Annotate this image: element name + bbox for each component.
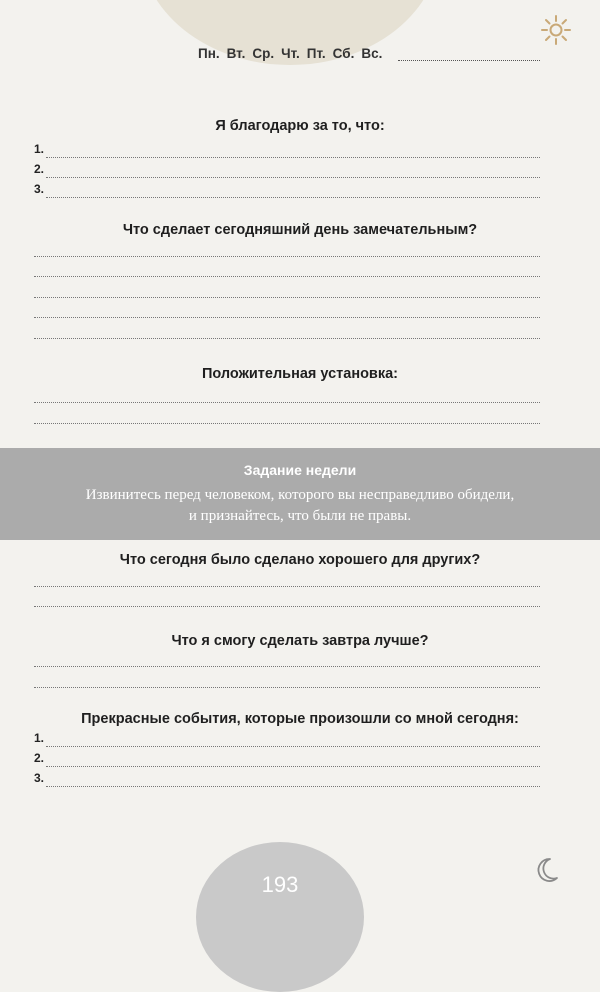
- good-for-others-heading: Что сегодня было сделано хорошего для других?: [119, 552, 481, 568]
- task-title: Задание недели: [243, 462, 357, 478]
- dotted-line: [46, 197, 540, 198]
- task-text: [0, 485, 600, 527]
- gratitude-number-1: 1.: [34, 142, 45, 156]
- date-line: [398, 60, 540, 61]
- dotted-line: [34, 402, 540, 403]
- dotted-line: [46, 746, 540, 747]
- dotted-line: [34, 423, 540, 424]
- events-line-1: [34, 731, 540, 747]
- weekday-row: [198, 46, 382, 61]
- sun-icon: [540, 14, 572, 46]
- dotted-line: [46, 766, 540, 767]
- events-number-1: 1.: [34, 731, 45, 745]
- events-number-2: 2.: [34, 751, 45, 765]
- better-tomorrow-heading: Что я смогу сделать завтра лучше?: [171, 633, 429, 649]
- dotted-line: [34, 666, 540, 667]
- weekday-fri: Пт.: [306, 46, 326, 61]
- dotted-line: [34, 256, 540, 257]
- events-number-3: 3.: [34, 771, 45, 785]
- events-line-3: [34, 771, 540, 787]
- dotted-line: [34, 687, 540, 688]
- task-text-line-2: и признайтесь, что были не правы.: [188, 508, 412, 524]
- gratitude-line-2: [34, 162, 540, 178]
- gratitude-line-3: [34, 182, 540, 198]
- weekday-mon: Пн.: [198, 46, 220, 61]
- page-number-circle: [196, 842, 364, 992]
- dotted-line: [46, 177, 540, 178]
- weekday-thu: Чт.: [281, 46, 300, 61]
- dotted-line: [34, 317, 540, 318]
- dotted-line: [46, 157, 540, 158]
- gratitude-number-2: 2.: [34, 162, 45, 176]
- dotted-line: [46, 786, 540, 787]
- gratitude-heading: Я благодарю за то, что:: [215, 118, 385, 134]
- weekday-sat: Сб.: [332, 46, 355, 61]
- events-heading: Прекрасные события, которые произошли со мной сегодня:: [81, 711, 519, 727]
- weekday-sun: Вс.: [361, 46, 383, 61]
- page-number: 193: [261, 872, 299, 897]
- dotted-line: [34, 586, 540, 587]
- gratitude-line-1: [34, 142, 540, 158]
- affirmation-heading: Положительная установка:: [201, 366, 398, 382]
- events-line-2: [34, 751, 540, 767]
- gratitude-number-3: 3.: [34, 182, 45, 196]
- dotted-line: [34, 276, 540, 277]
- dotted-line: [34, 606, 540, 607]
- weekday-wed: Ср.: [252, 46, 275, 61]
- moon-icon: [534, 856, 560, 884]
- task-text-line-1: Извинитесь перед человеком, которого вы несправедливо обидели,: [85, 487, 515, 503]
- weekday-tue: Вт.: [226, 46, 246, 61]
- wonderful-day-heading: Что сделает сегодняшний день замечательным?: [122, 222, 478, 238]
- dotted-line: [34, 338, 540, 339]
- dotted-line: [34, 297, 540, 298]
